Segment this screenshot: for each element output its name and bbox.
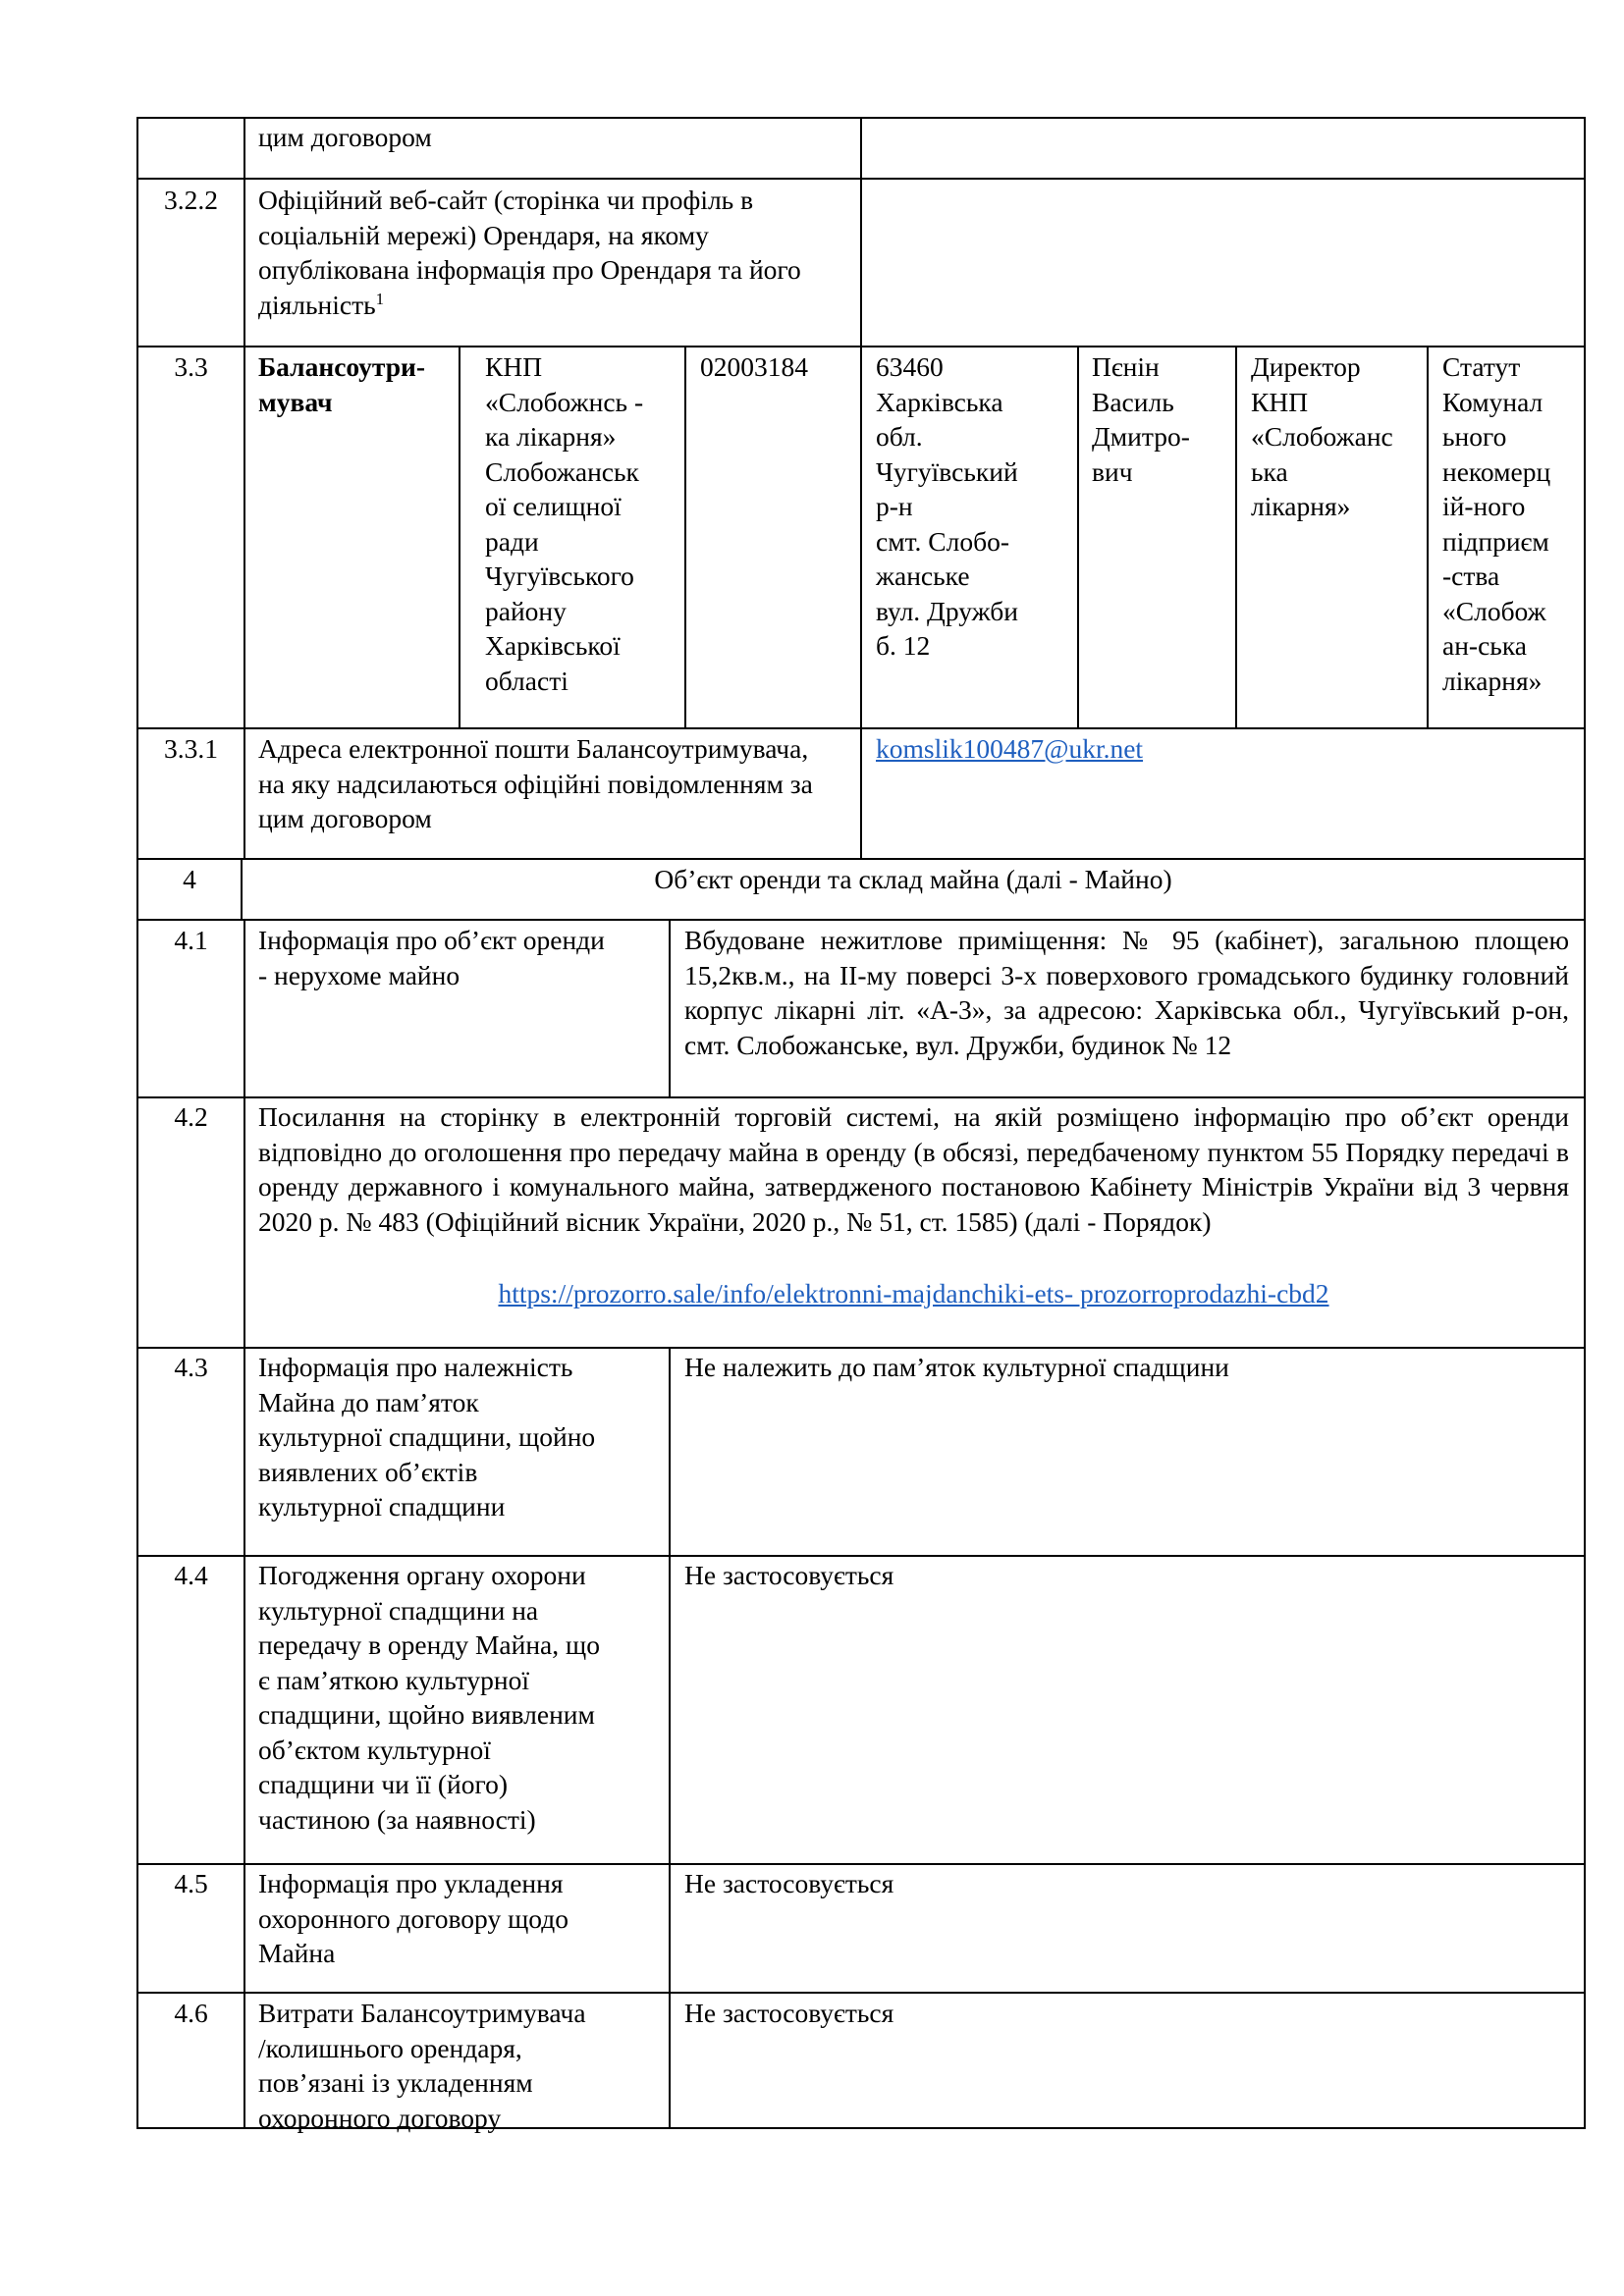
- column-border: [860, 346, 862, 727]
- row-border: [136, 1992, 1586, 1994]
- website-label-text: Офіційний веб-сайт (сторінка чи профіль в соціальній мережі) Орендаря, на якому опублікована інформація про Орендаря та його діяльність: [258, 185, 801, 320]
- party-code: 02003184: [700, 351, 808, 382]
- column-border: [669, 919, 671, 1096]
- prozorro-link[interactable]: https://prozorro.sale/info/elektronni-majdanchiki-ets- prozorroprodazhi-cbd2: [498, 1278, 1329, 1308]
- row-border: [136, 1555, 1586, 1557]
- approval-label: Погодження органу охорони культурної спадщини на передачу в оренду Майна, що є пам’яткою культурної спадщини, щойно виявленим об’єктом культурної спадщини чи її (його) частиною (за наявності): [258, 1560, 600, 1835]
- column-border: [684, 346, 686, 727]
- row-border: [136, 858, 1586, 860]
- party-address: 63460 Харківська обл. Чугуївський р-н смт. Слобо- жанське вул. Дружби б. 12: [876, 351, 1018, 661]
- column-border: [244, 919, 245, 2129]
- section-title: Об’єкт оренди та склад майна (далі - Майно): [654, 864, 1172, 894]
- section-number: 4: [183, 864, 196, 894]
- approval-value: Не застосовується: [684, 1560, 894, 1590]
- column-border: [244, 117, 245, 858]
- table-border-right: [1584, 117, 1586, 2129]
- heritage-label: Інформація про належність Майна до пам’яток культурної спадщини, щойно виявлених об’єктів культурної спадщини: [258, 1352, 596, 1522]
- row-continuation-text: цим договором: [258, 122, 432, 152]
- party-person: Пєнін Василь Дмитро- вич: [1092, 351, 1190, 487]
- party-position: Директор КНП «Слобожанс ька лікарня»: [1251, 351, 1393, 521]
- row-border: [136, 1863, 1586, 1865]
- row-number: 3.3.1: [164, 733, 218, 764]
- row-number: 4.3: [174, 1352, 208, 1382]
- column-border: [669, 1347, 671, 2129]
- party-name: КНП «Слобожнсь - ка лікарня» Слобожанськ ої селищної ради Чугуївського району Харківської області: [485, 351, 644, 696]
- party-role: Балансоутри- мувач: [258, 351, 425, 417]
- protection-contract-value: Не застосовується: [684, 1868, 894, 1898]
- row-border: [136, 919, 1586, 921]
- object-value: Вбудоване нежитлове приміщення: № 95 (кабінет), загальною площею 15,2кв.м., на ІІ-му поверсі 3-х поверхового громадського будинку головний корпус лікарні літ. «А-3», за адресою: Харківська обл., Чугуївський р-он, смт. Слобожанське, вул. Дружби, будинок № 12: [684, 925, 1569, 1060]
- row-number: 4.5: [174, 1868, 208, 1898]
- email-link[interactable]: komslik100487@ukr.net: [876, 733, 1144, 764]
- email-label: Адреса електронної пошти Балансоутримувача, на яку надсилаються офіційні повідомленням за цим договором: [258, 733, 813, 833]
- row-number: 4.4: [174, 1560, 208, 1590]
- column-border: [860, 727, 862, 858]
- heritage-value: Не належить до пам’яток культурної спадщини: [684, 1352, 1229, 1382]
- column-border: [459, 346, 460, 727]
- row-number: 3.3: [174, 351, 208, 382]
- protection-contract-label: Інформація про укладення охоронного договору щодо Майна: [258, 1868, 568, 1968]
- party-basis: Статут Комунал ьного некомерц ій-ного підприєм -ства «Слобож ан-ська лікарня»: [1442, 351, 1551, 696]
- column-border: [860, 117, 862, 346]
- row-number: 4.2: [174, 1101, 208, 1132]
- row-border: [136, 1347, 1586, 1349]
- trading-system-text: Посилання на сторінку в електронній торговій системі, на якій розміщено інформацію про об’єкт оренди відповідно до оголошення про передачу майна в оренду (в обсязі, передбаченому пунктом 55 Порядку передачі в оренду державного і комунального майна, затвердженого постановою Кабінету Міністрів України від 3 червня 2020 р. № 483 (Офіційний вісник України, 2020 р., № 51, ст. 1585) (далі - Порядок): [258, 1101, 1569, 1237]
- expenses-label: Витрати Балансоутримувача /колишнього орендаря, пов’язані із укладенням охоронного договору: [258, 1998, 586, 2133]
- expenses-value: Не застосовується: [684, 1998, 894, 2028]
- row-number: 4.1: [174, 925, 208, 955]
- row-border: [136, 1096, 1586, 1098]
- object-label: Інформація про об’єкт оренди - нерухоме майно: [258, 925, 605, 990]
- website-label: [258, 183, 838, 322]
- column-border: [1235, 346, 1237, 727]
- footnote-marker: 1: [375, 289, 385, 308]
- column-border: [1077, 346, 1079, 727]
- row-number: 4.6: [174, 1998, 208, 2028]
- row-number: 3.2.2: [164, 185, 218, 215]
